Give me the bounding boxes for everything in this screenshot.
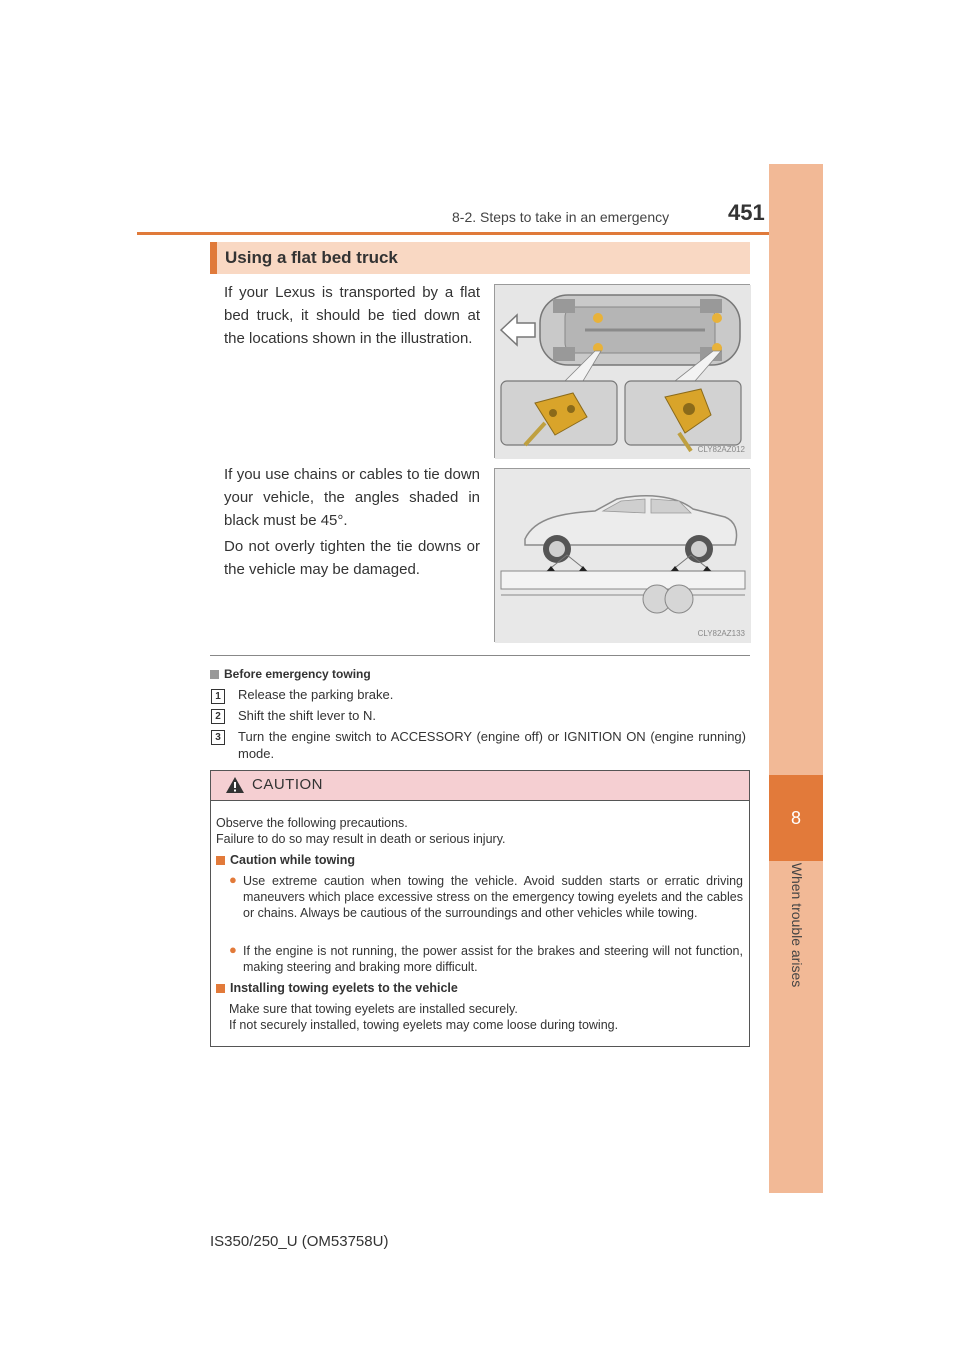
caution-intro-2: Failure to do so may result in death or serious injury. xyxy=(216,832,506,846)
paragraph-chains: If you use chains or cables to tie down your vehicle, the angles shaded in black must be 45°. xyxy=(224,466,480,529)
caution-eyelet-line-1: Make sure that towing eyelets are installed securely. xyxy=(229,1002,518,1016)
caution-bullet-2: If the engine is not running, the power assist for the brakes and steering will not function, making steering and braking more difficult. xyxy=(243,944,743,974)
step-text-2: Shift the shift lever to N. xyxy=(238,708,377,723)
square-bullet-icon xyxy=(216,984,225,993)
warning-triangle-icon xyxy=(225,776,245,794)
section-heading-bar xyxy=(210,242,750,274)
underbody-drawing xyxy=(495,285,751,459)
step-text-1: Release the parking brake. xyxy=(238,687,394,702)
section-title: Using a flat bed truck xyxy=(225,248,398,267)
caution-intro-1: Observe the following precautions. xyxy=(216,816,408,830)
chapter-title: When trouble arises xyxy=(789,862,805,988)
step-number-3: 3 xyxy=(211,730,225,745)
flatbed-angle-illustration xyxy=(494,468,750,642)
step-text-3: Turn the engine switch to ACCESSORY (engine off) or IGNITION ON (engine running) mode. xyxy=(238,729,746,761)
section-reference: 8-2. Steps to take in an emergency xyxy=(452,209,670,225)
caution-sub-heading-1 xyxy=(216,852,355,868)
paragraph-tie-downs: Do not overly tighten the tie downs or the vehicle may be damaged. xyxy=(224,538,480,578)
step-number-2: 2 xyxy=(211,709,225,724)
caution-title: CAUTION xyxy=(252,776,323,793)
caution-eyelet-line-2: If not securely installed, towing eyelets may come loose during towing. xyxy=(229,1018,619,1032)
caution-sub-heading-2 xyxy=(216,980,458,996)
before-towing-heading-text: Before emergency towing xyxy=(224,667,371,681)
footer-model-code: IS350/250_U (OM53758U) xyxy=(210,1233,389,1250)
paragraph-flatbed: If your Lexus is transported by a flat bed truck, it should be tied down at the locations shown in the illustration. xyxy=(224,284,480,347)
square-bullet-icon xyxy=(210,670,219,679)
step-number-1: 1 xyxy=(211,689,225,704)
flatbed-drawing xyxy=(495,469,751,643)
circle-bullet-icon: ● xyxy=(229,942,237,957)
caution-bullet-1: Use extreme caution when towing the vehicle. Avoid sudden starts or erratic driving maneuvers which place excessive stress on the emergency towing eyelets and the cables or chains. Always be cautious of the surroundings and other vehicles while towing. xyxy=(243,874,743,920)
tie-down-locations-illustration xyxy=(494,284,750,458)
header-rule xyxy=(137,232,823,235)
square-bullet-icon xyxy=(216,856,225,865)
chapter-side-tab xyxy=(769,164,823,1193)
section-divider xyxy=(210,655,750,656)
caution-sub-heading-2-text: Installing towing eyelets to the vehicle xyxy=(230,981,458,995)
caution-sub-heading-1-text: Caution while towing xyxy=(230,853,355,867)
circle-bullet-icon: ● xyxy=(229,872,237,887)
chapter-number-tab: 8 xyxy=(769,775,823,861)
figure-code: CLY82AZ133 xyxy=(697,629,745,638)
page-number: 451 xyxy=(728,200,765,225)
figure-code: CLY82AZ012 xyxy=(697,445,745,454)
before-towing-heading xyxy=(210,667,371,681)
